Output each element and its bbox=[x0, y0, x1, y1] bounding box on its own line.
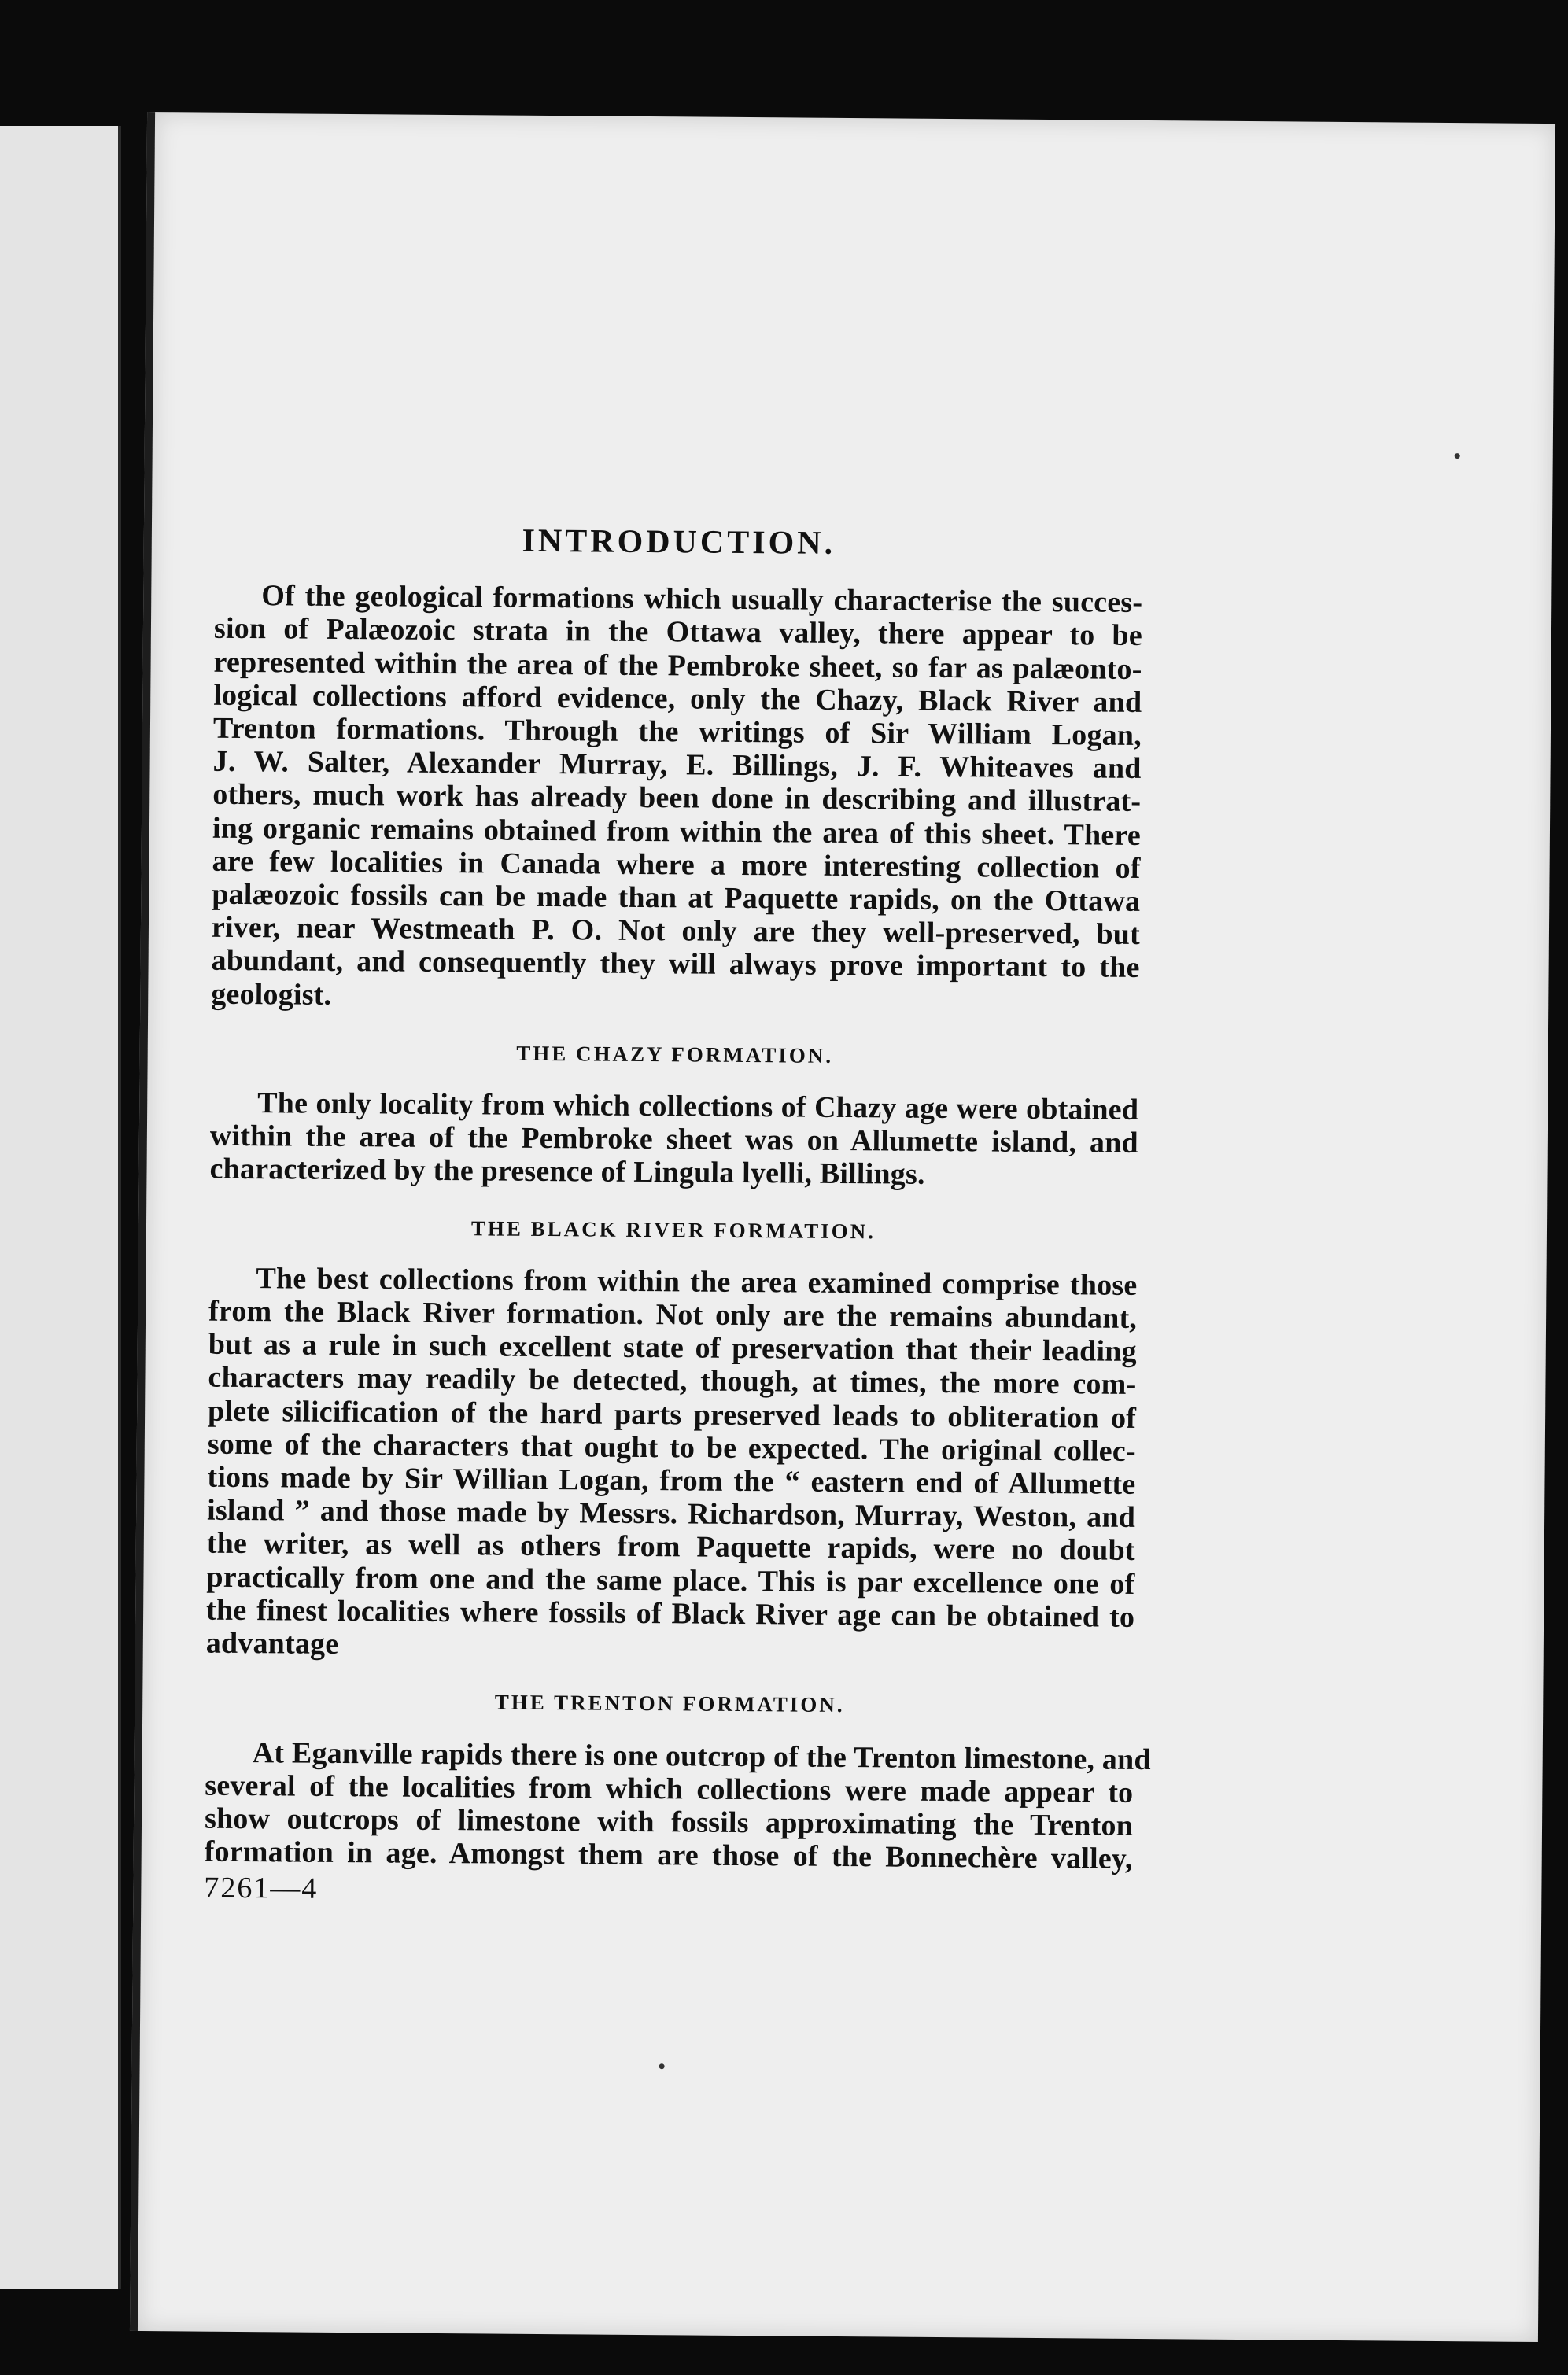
text-line: practically from one and the same place. This is par excellence one of bbox=[206, 1560, 1135, 1601]
text-line: advantage bbox=[205, 1626, 339, 1661]
document-page bbox=[130, 112, 1555, 2342]
text-line: J. W. Salter, Alexander Murray, E. Billings, J. F. Whiteaves and bbox=[212, 744, 1142, 786]
text-line: ing organic remains obtained from within the area of this sheet. There bbox=[212, 811, 1142, 852]
text-line: plete silicification of the hard parts preserved leads to obliteration of bbox=[207, 1394, 1137, 1435]
text-line: represented within the area of the Pembroke sheet, so far as palæonto- bbox=[213, 645, 1142, 686]
chazy-heading: THE CHAZY FORMATION. bbox=[516, 1041, 834, 1068]
text-line: others, much work has already been done in describing and illustrat- bbox=[212, 778, 1142, 819]
text-line: The best collections from within the area examined comprise those bbox=[256, 1262, 1138, 1302]
text-line: characters may readily be detected, though, at times, the more com- bbox=[208, 1361, 1137, 1402]
text-line: tions made by Sir Willian Logan, from the “ eastern end of Allumette bbox=[207, 1460, 1136, 1502]
text-line: Trenton formations. Through the writings of Sir William Logan, bbox=[212, 711, 1142, 752]
speck-mark bbox=[1455, 453, 1460, 459]
text-line: from the Black River formation. Not only are the remains abundant, bbox=[208, 1294, 1138, 1336]
text-line: palæozoic fossils can be made than at Paquette rapids, on the Ottawa bbox=[212, 877, 1141, 918]
page-footer-signature: 7261—4 bbox=[204, 1871, 319, 1906]
text-line: geologist. bbox=[211, 977, 332, 1012]
text-line: characterized by the presence of Lingula lyelli, Billings. bbox=[209, 1152, 925, 1192]
text-line: are few localities in Canada where a more interesting collection of bbox=[212, 844, 1141, 885]
text-line: At Eganville rapids there is one outcrop of the Trenton limestone, and bbox=[252, 1735, 1151, 1776]
left-page-edge bbox=[0, 126, 121, 2289]
text-line: sion of Palæozoic strata in the Ottawa valley, there appear to be bbox=[213, 612, 1143, 653]
trenton-heading: THE TRENTON FORMATION. bbox=[494, 1690, 845, 1717]
text-line: the finest localities where fossils of Black River age can be obtained to bbox=[205, 1593, 1135, 1634]
text-line: The only locality from which collections of Chazy age were obtained bbox=[257, 1086, 1139, 1127]
text-line: several of the localities from which collections were made appear to bbox=[205, 1768, 1134, 1809]
black-river-heading: THE BLACK RIVER FORMATION. bbox=[470, 1215, 876, 1243]
text-line: show outcrops of limestone with fossils approximating the Trenton bbox=[204, 1802, 1134, 1842]
chazy-paragraph bbox=[209, 1086, 1138, 1193]
text-line: Of the geological formations which usually characterise the succes- bbox=[261, 579, 1143, 620]
text-line: within the area of the Pembroke sheet was on Allumette island, and bbox=[209, 1119, 1139, 1160]
speck-mark bbox=[659, 2063, 665, 2069]
black-river-paragraph bbox=[206, 1262, 1138, 1668]
text-line: but as a rule in such excellent state of preservation that their leading bbox=[208, 1327, 1137, 1369]
intro-paragraph bbox=[211, 579, 1142, 1018]
text-line: some of the characters that ought to be expected. The original collec- bbox=[207, 1427, 1136, 1468]
page-title: INTRODUCTION. bbox=[522, 522, 836, 562]
trenton-paragraph bbox=[204, 1735, 1151, 1876]
page-content bbox=[204, 522, 1151, 1912]
text-line: river, near Westmeath P. O. Not only are they well-preserved, but bbox=[211, 910, 1141, 952]
text-line: the writer, as well as others from Paquette rapids, were no doubt bbox=[206, 1527, 1135, 1568]
text-line: abundant, and consequently they will always prove important to the bbox=[211, 944, 1140, 985]
text-line: formation in age. Amongst them are those of the Bonnechère valley, bbox=[204, 1835, 1133, 1876]
text-line: island ” and those made by Messrs. Richardson, Murray, Weston, and bbox=[206, 1493, 1136, 1535]
text-line: logical collections afford evidence, only the Chazy, Black River and bbox=[213, 678, 1142, 719]
